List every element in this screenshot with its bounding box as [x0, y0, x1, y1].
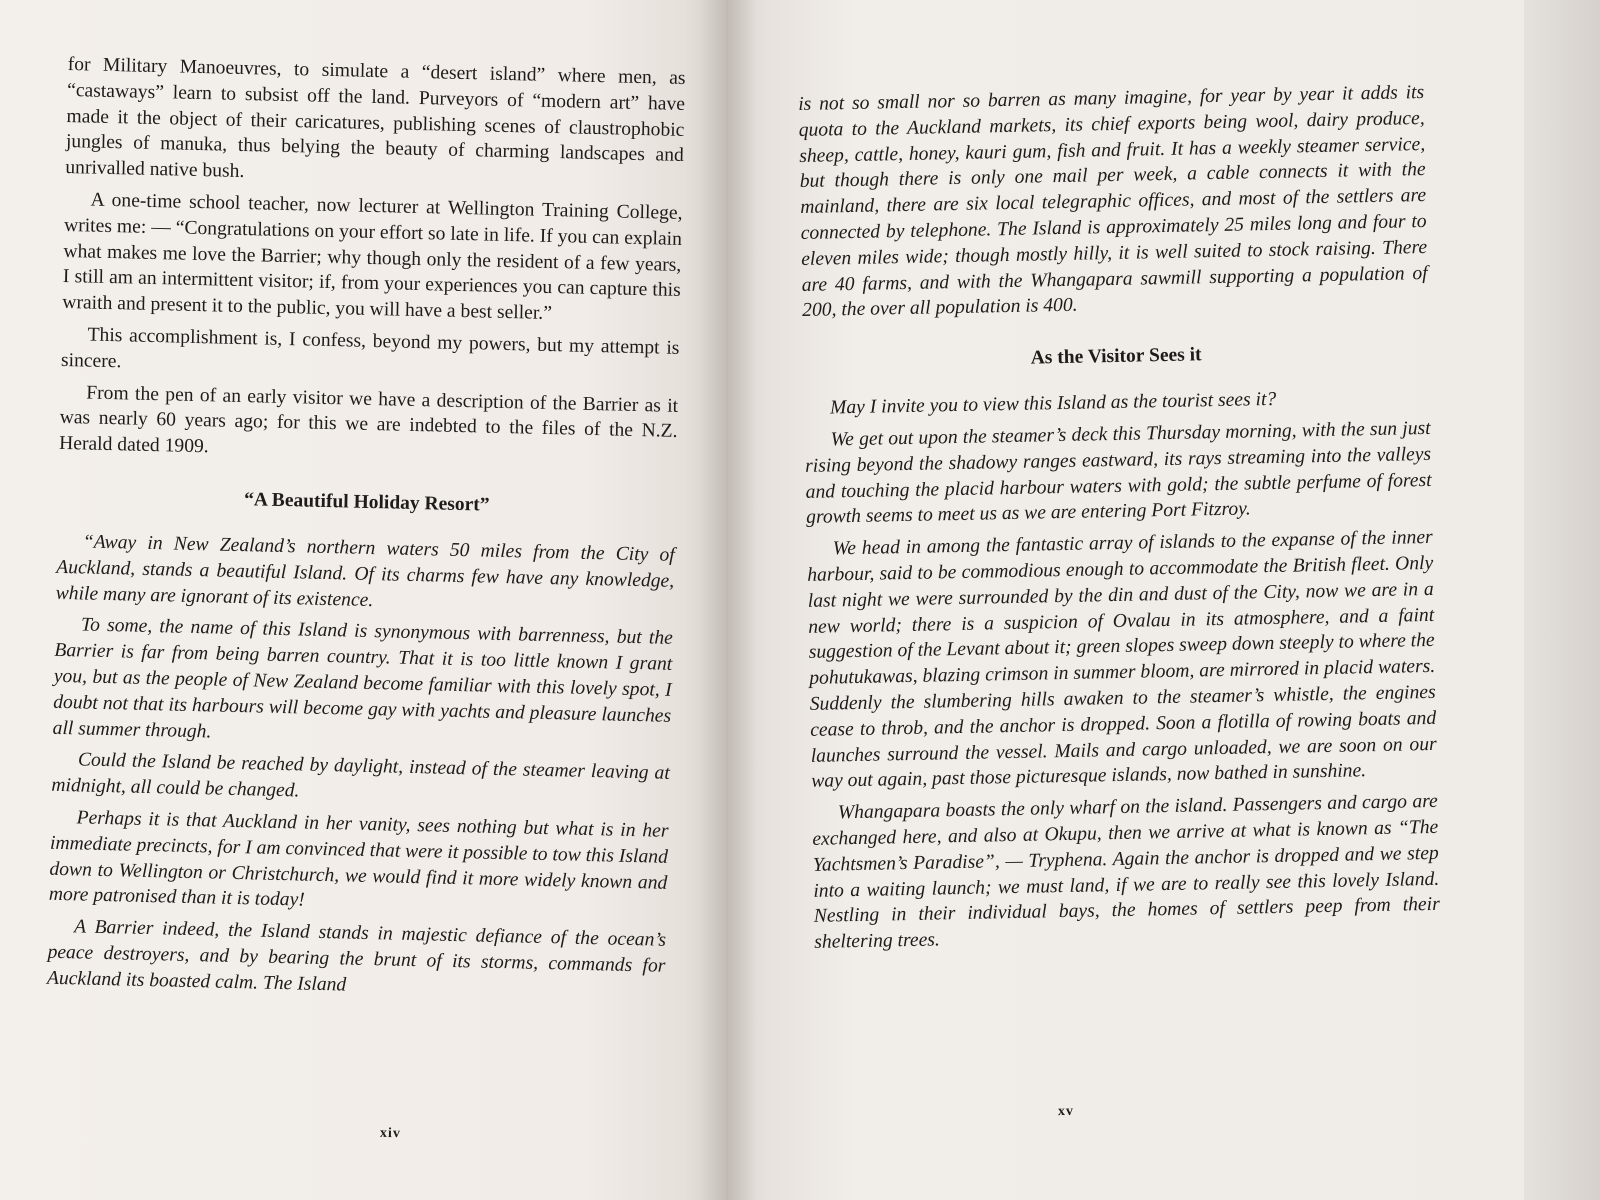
right-paragraph-4: Whangapara boasts the only wharf on the island. Passengers and cargo are exchanged here, and also at Okupu, then we arrive at what is known as “The Yachtsmen’s Paradise”, — Tryphena. Again the anchor is dropped and we step into a waiting launch; we must land, if we are to really see this lovely Island. Nestling in their individual bays, the homes of settlers peep from their sheltering trees.	[812, 790, 1440, 953]
left-page-text	[47, 52, 686, 1005]
visitor-section	[804, 384, 1441, 956]
quoted-article	[47, 529, 675, 1005]
quote-paragraph-2: To some, the name of this Island is synonymous with barrenness, but the Barrier is far from being barren country. That it is too little known I grant you, but as the people of New Zealand become familiar with this lovely spot, I doubt not that its harbours will become gay with yachts and pleasure launches all summer through.	[52, 614, 674, 742]
right-intro-paragraph: is not so small nor so barren as many imagine, for year by year it adds its quota to the Auckland markets, its chief exports being wool, dairy produce, sheep, cattle, honey, kauri gum, fish and fruit. It has a weekly steamer service, but though there is only one mail per week, a cable connects it with the mainland, there are six local telegraphic offices, and most of the settlers are connected by telephone. The Island is approximately 25 miles long and four to eleven miles wide; though mostly hilly, it is well suited to stock raising. There are 40 farms, and with the Whangapara sawmill supporting a population of 200, the over all population is 400.	[798, 81, 1428, 322]
section-heading-visitor: As the Visitor Sees it	[1030, 344, 1202, 369]
quote-paragraph-4: Perhaps it is that Auckland in her vanity, sees nothing but what is in her immediate precincts, for I am convinced that were it possible to tow this Island down to Wellington or Christchurch, we would find it more widely known and more patronised than it is today!	[48, 807, 669, 911]
left-page	[0, 0, 728, 1200]
quote-paragraph-3: Could the Island be reached by daylight, instead of the steamer leaving at midnight, all could be changed.	[51, 749, 671, 802]
page-number-right: xv	[1057, 1103, 1075, 1120]
right-paragraph-1: May I invite you to view this Island as the tourist sees it?	[829, 389, 1277, 419]
page-edge	[1524, 0, 1600, 1200]
right-paragraph-2: We get out upon the steamer’s deck this Thursday morning, with the sun just rising beyond the shadowy ranges eastward, its rays streaming into the valleys and touching the placid harbour waters with gold; the subtle perfume of forest growth seems to meet us as we are entering Port Fitzroy.	[804, 417, 1432, 529]
left-paragraph-4: From the pen of an early visitor we have a description of the Barrier as it was nearly 60 years ago; for this we are indebted to the files of the N.Z. Herald dated 1909.	[58, 382, 679, 458]
left-paragraph-1: for Military Manoeuvres, to simulate a “desert island” where men, as “castaways” learn to subsist off the land. Purveyors of “modern art” have made it the object of their caricatures, publishing scenes of claustrophobic jungles of manuka, thus belying the beauty of charming landscapes and unrivalled native bush.	[65, 53, 686, 183]
quote-paragraph-1: “Away in New Zealand’s northern waters 50 miles from the City of Auckland, stands a beautiful Island. Of its charms few have any knowledge, while many are ignorant of its existence.	[55, 531, 675, 611]
continued-quote	[798, 80, 1428, 324]
left-paragraph-3: This accomplishment is, I confess, beyond my powers, but my attempt is sincere.	[60, 324, 680, 373]
section-heading-holiday-resort: “A Beautiful Holiday Resort”	[243, 489, 490, 516]
left-paragraph-2: A one-time school teacher, now lecturer at Wellington Training College, writes me: — “Congratulations on your effort so late in life. If you can explain what makes me love the Barrier; why though only the resident of a few years, I still am an intermittent visitor; if, from your experiences you can capture this wraith and present it to the public, you will have a best seller.”	[62, 189, 683, 325]
right-paragraph-3: We head in among the fantastic array of islands to the expanse of the inner harbour, said to be commodious enough to accommodate the British fleet. Only last night we were surrounded by the din and dust of the City, now we are in a new world; there is a suspicion of Ovalau in its atmosphere, and a faint suggestion of the Levant about it; green slopes sweep down steeply to where the pohutukawas, blazing crimson in summer bloom, are mirrored in placid waters. Suddenly the slumbering hills awaken to the steamer’s whistle, the engines cease to throb, and the anchor is dropped. Soon a flotilla of rowing boats and launches surround the vessel. Mails and cargo unloaded, we are soon on our way out again, past those picturesque islands, now bathed in sunshine.	[807, 527, 1437, 793]
page-number-left: xiv	[379, 1125, 402, 1142]
right-page-text	[798, 80, 1440, 956]
quote-paragraph-5: A Barrier indeed, the Island stands in majestic defiance of the ocean’s peace destroyers, and by bearing the brunt of its storms, commands for Auckland its boasted calm. The Island	[46, 916, 667, 996]
right-page	[728, 0, 1524, 1200]
